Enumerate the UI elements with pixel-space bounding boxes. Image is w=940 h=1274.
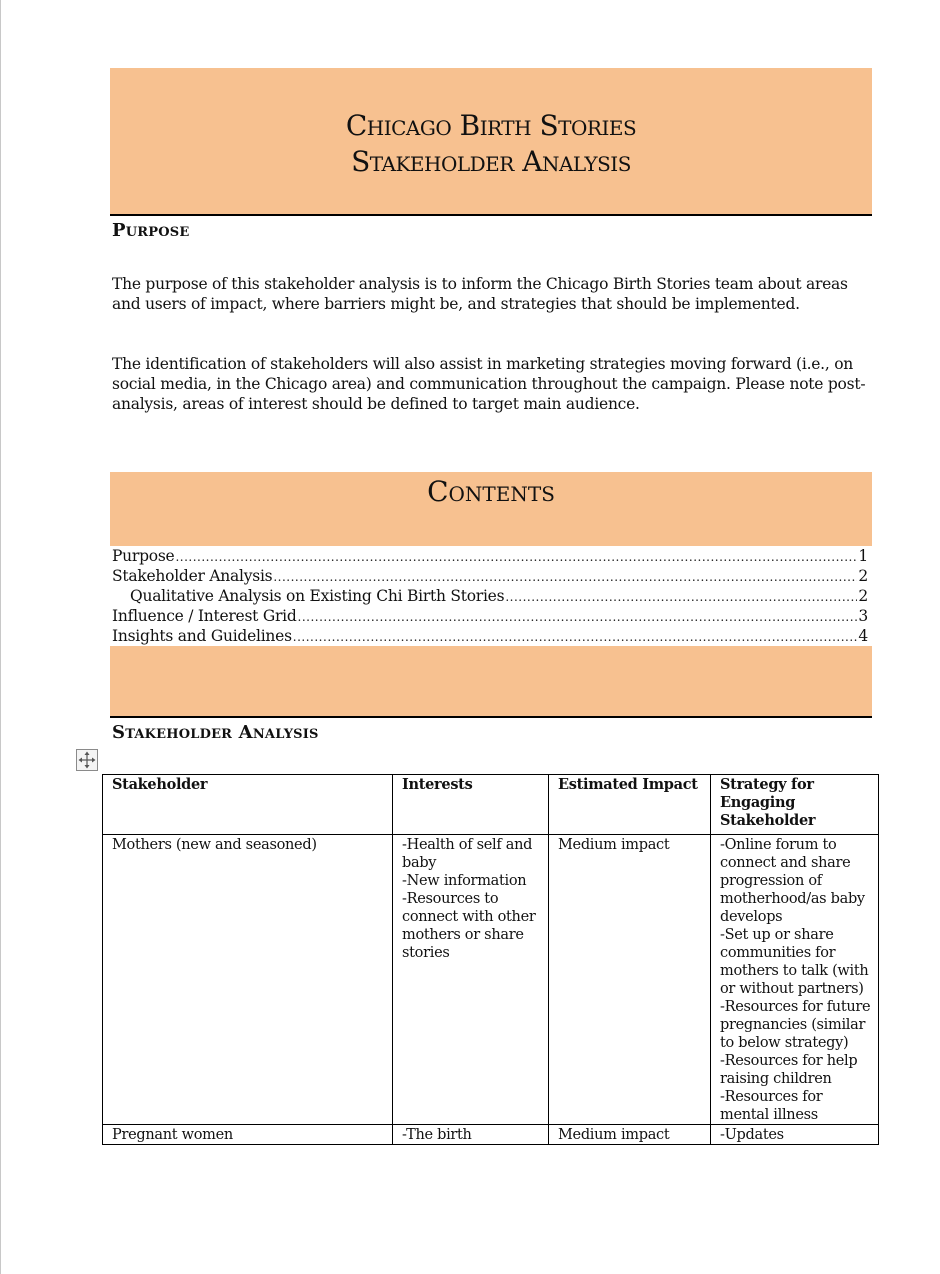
toc-entry-page: 2 xyxy=(858,567,868,585)
toc-entry-page: 1 xyxy=(858,547,868,565)
purpose-paragraph-1: The purpose of this stakeholder analysis is to inform the Chicago Birth Stories team about areas and users of impact, where barriers might be, and strategies that should be implemented. xyxy=(112,275,848,313)
interest-item: -The birth xyxy=(402,1127,472,1143)
purpose-heading: Purpose xyxy=(112,220,190,241)
page-left-edge xyxy=(0,0,1,1274)
document-title-line2: Stakeholder Analysis xyxy=(351,145,631,178)
purpose-paragraph-2: The identification of stakeholders will also assist in marketing strategies moving forward (i.e., on social media, in the Chicago area) and communication throughout the campaign. Please note post-analysis, areas of interest should be defined to target main audience. xyxy=(112,355,866,413)
toc-entry-influence-interest-grid[interactable] xyxy=(112,606,868,626)
cell-interests[interactable] xyxy=(393,835,549,1125)
toc-entry-purpose[interactable] xyxy=(112,546,868,566)
column-header-strategy: Strategy for Engaging Stakeholder xyxy=(711,775,879,835)
table-row xyxy=(103,835,879,1125)
strategy-item: -Resources for mental illness xyxy=(720,1089,823,1123)
cell-stakeholder[interactable]: Mothers (new and seasoned) xyxy=(103,835,393,1125)
table-of-contents xyxy=(112,546,868,646)
cell-strategy[interactable] xyxy=(711,835,879,1125)
toc-entry-page: 2 xyxy=(858,587,868,605)
strategy-item: -Set up or share communities for mothers to talk (with or without partners) xyxy=(720,927,869,997)
cell-strategy[interactable] xyxy=(711,1125,879,1145)
interest-item: -New information xyxy=(402,873,527,889)
cell-interests[interactable] xyxy=(393,1125,549,1145)
contents-banner xyxy=(110,472,872,546)
toc-entry-label: Influence / Interest Grid xyxy=(112,607,297,625)
strategy-item: -Updates xyxy=(720,1127,784,1143)
toc-entry-label: Stakeholder Analysis xyxy=(112,567,273,585)
table-header-row xyxy=(103,775,879,835)
document-title-line1: Chicago Birth Stories xyxy=(345,109,637,142)
toc-leader xyxy=(293,627,858,647)
strategy-item: -Online forum to connect and share progression of motherhood/as baby develops xyxy=(720,837,865,925)
title-banner xyxy=(110,68,872,216)
toc-leader xyxy=(175,547,857,567)
toc-entry-page: 4 xyxy=(858,627,868,645)
table-row xyxy=(103,1125,879,1145)
cell-stakeholder[interactable]: Pregnant women xyxy=(103,1125,393,1145)
interest-item: -Resources to connect with other mothers or share stories xyxy=(402,891,536,961)
toc-leader xyxy=(298,607,858,627)
strategy-item: -Resources for future pregnancies (similar to below strategy) xyxy=(720,999,871,1051)
toc-leader xyxy=(505,587,857,607)
contents-footer-banner xyxy=(110,646,872,718)
toc-entry-stakeholder-analysis[interactable] xyxy=(112,566,868,586)
stakeholder-table xyxy=(102,774,879,1145)
column-header-impact: Estimated Impact xyxy=(549,775,711,835)
move-arrows-icon[interactable] xyxy=(76,749,98,771)
toc-entry-qualitative-analysis[interactable] xyxy=(112,586,868,606)
toc-entry-insights-guidelines[interactable] xyxy=(112,626,868,646)
stakeholder-analysis-heading: Stakeholder Analysis xyxy=(112,722,319,743)
toc-leader xyxy=(273,567,857,587)
toc-entry-label: Qualitative Analysis on Existing Chi Birth Stories xyxy=(130,587,505,605)
toc-entry-label: Insights and Guidelines xyxy=(112,627,292,645)
cell-impact[interactable]: Medium impact xyxy=(549,1125,711,1145)
interest-item: -Health of self and baby xyxy=(402,837,533,871)
cell-impact[interactable]: Medium impact xyxy=(549,835,711,1125)
column-header-interests: Interests xyxy=(393,775,549,835)
strategy-item: -Resources for help raising children xyxy=(720,1053,858,1087)
toc-entry-page: 3 xyxy=(858,607,868,625)
column-header-stakeholder: Stakeholder xyxy=(103,775,393,835)
contents-heading: Contents xyxy=(427,475,555,508)
toc-entry-label: Purpose xyxy=(112,547,175,565)
